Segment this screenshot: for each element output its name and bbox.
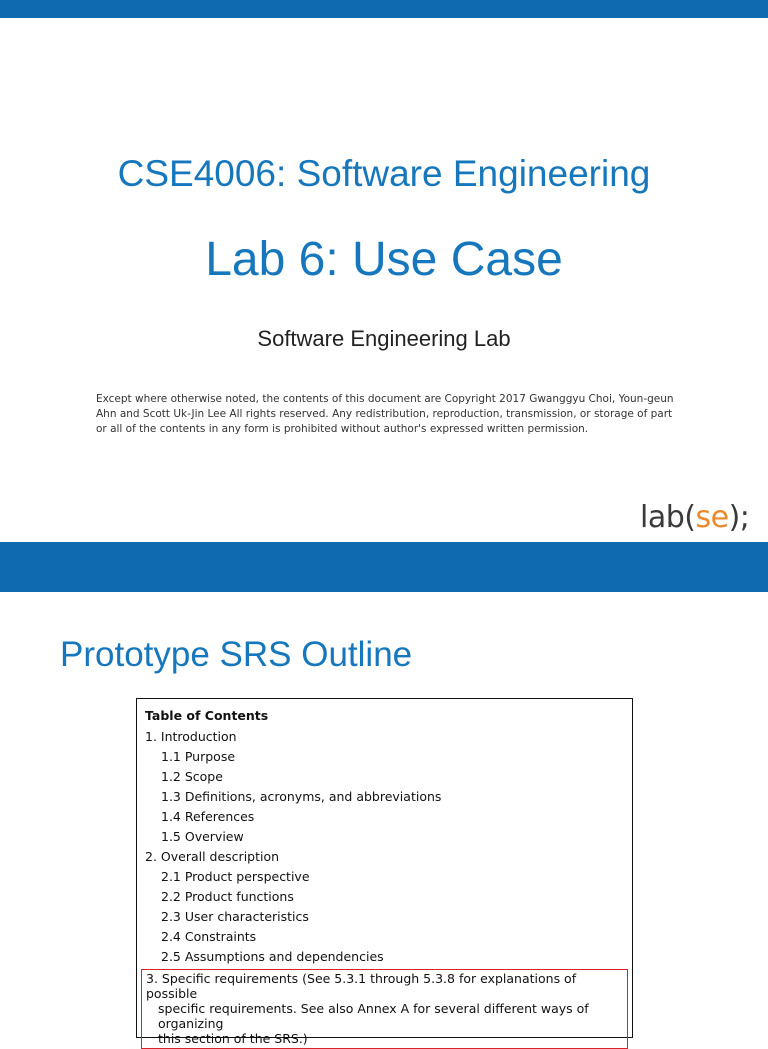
toc-subsection: 2.2 Product functions	[161, 889, 294, 904]
toc-subsection: 1.5 Overview	[161, 829, 244, 844]
toc-highlight-line: specific requirements. See also Annex A for several different ways of organizing	[158, 1001, 589, 1031]
toc-subsection: 1.3 Definitions, acronyms, and abbreviations	[161, 789, 442, 804]
toc-highlight-line: 3. Specific requirements (See 5.3.1 through 5.3.8 for explanations of possible	[146, 971, 577, 1001]
toc-section: 2. Overall description	[145, 849, 280, 864]
outline-slide	[0, 592, 768, 1046]
copyright-line: Except where otherwise noted, the contents of this document are Copyright 2017 Gwanggyu Choi, Youn-geun	[96, 393, 674, 405]
course-title: CSE4006: Software Engineering	[117, 153, 651, 194]
toc-subsection: 2.3 User characteristics	[161, 909, 309, 924]
slide-title: Prototype SRS Outline	[60, 635, 413, 674]
copyright-line: Ahn and Scott Uk-Jin Lee All rights reserved. Any redistribution, reproduction, transmission, or storage of part	[96, 408, 673, 420]
logo-text-lab: lab(	[640, 500, 696, 535]
logo-text-se: se	[695, 500, 729, 535]
logo-text-end: );	[728, 500, 750, 535]
copyright-notice	[96, 392, 716, 437]
toc-highlight-line: this section of the SRS.)	[158, 1031, 308, 1046]
toc-heading: Table of Contents	[145, 708, 269, 723]
copyright-line: or all of the contents in any form is prohibited without author's expressed written permission.	[96, 423, 589, 435]
toc-subsection: 1.4 References	[161, 809, 255, 824]
lab-title: Lab 6: Use Case	[205, 233, 563, 286]
slide-header-bar	[0, 0, 768, 18]
highlighted-section-box	[141, 969, 628, 1049]
lab-subtitle: Software Engineering Lab	[257, 326, 511, 351]
table-of-contents-box	[136, 698, 633, 1046]
toc-subsection: 2.1 Product perspective	[161, 869, 310, 884]
toc-subsection: 1.1 Purpose	[161, 749, 236, 764]
toc-subsection: 1.2 Scope	[161, 769, 223, 784]
toc-section: 1. Introduction	[145, 729, 237, 744]
labse-logo	[640, 498, 749, 538]
slide-divider-band	[0, 542, 768, 592]
toc-subsection: 2.5 Assumptions and dependencies	[161, 949, 384, 964]
toc-subsection: 2.4 Constraints	[161, 929, 257, 944]
